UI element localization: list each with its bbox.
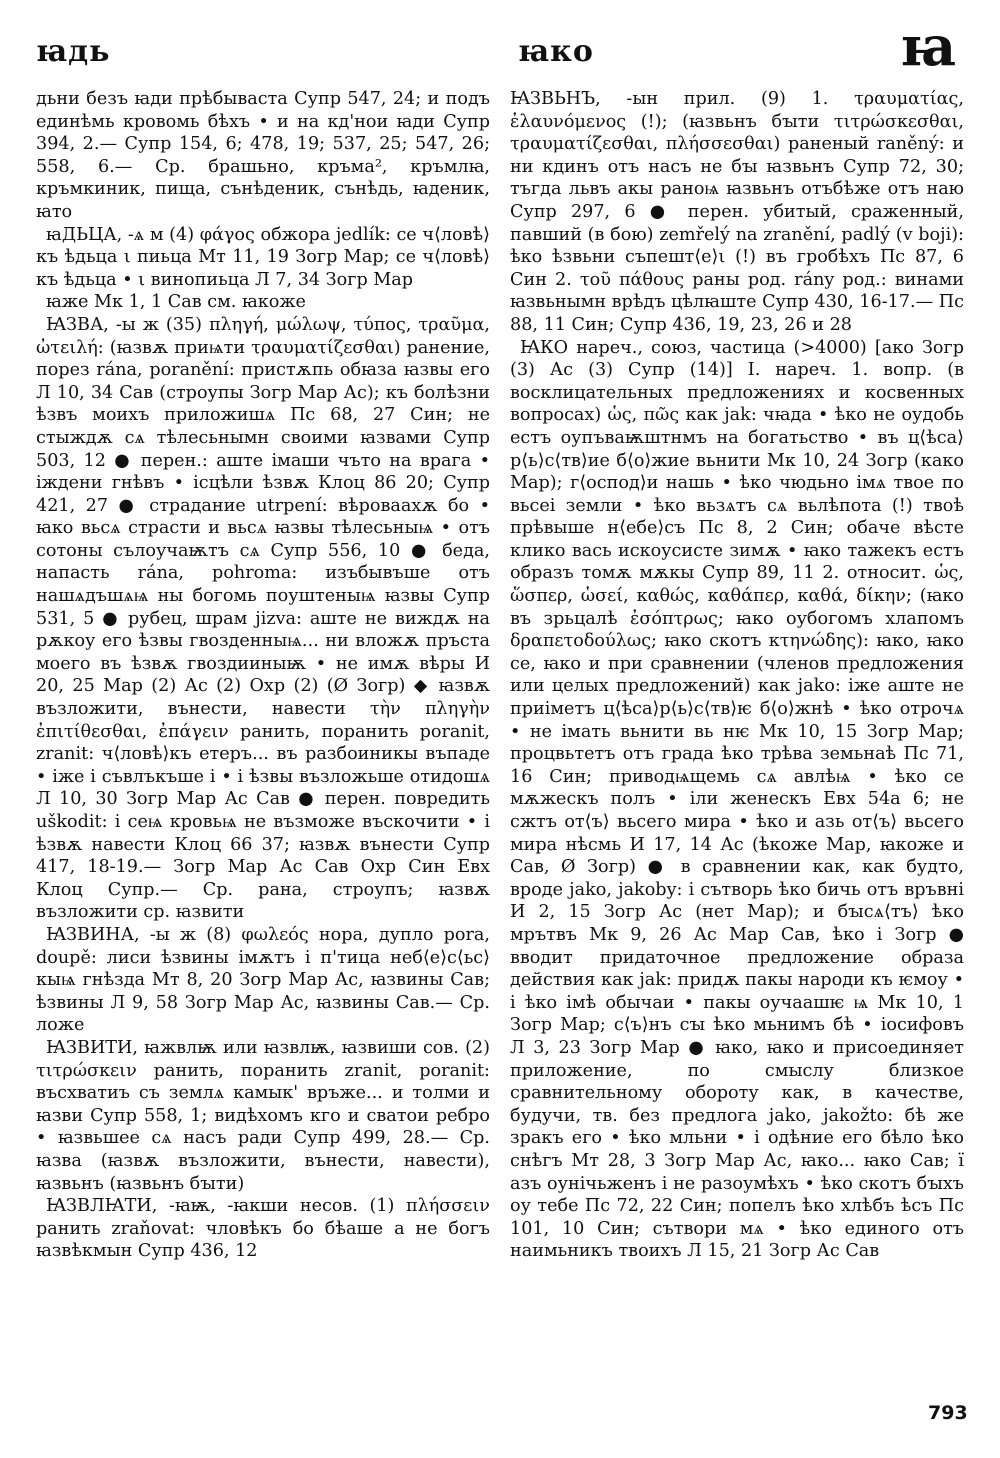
entry-iadca: ꙗДЬЦА, -ѧ м (4) φάγος обжора jedlík: се ч⟨ловѣ⟩къ ѣдьца ι пиьца Мт 11, 19 Зогр Мар; се ч⟨ловѣ⟩къ ѣдьца • ι винопиьца Л 7, 34 Зогр Мар <box>36 224 490 290</box>
section-letter: ꙗ <box>900 14 957 78</box>
left-column <box>36 88 490 1263</box>
entry-iako: ꙖКО нареч., союз, частица (>4000) [ако Зогр (3) Ас (3) Супр (14)] I. нареч. 1. вопр. (в восклицательных предложениях и косвенных вопросах) ὡς, πῶς как jak: чꙗда • ѣко не оудобь естъ оупъваѭштнмъ на богатьство • въ ц⟨ѣса⟩р⟨ь⟩с⟨тв⟩ие б⟨о⟩жие вьнити Мк 10, 24 Зогр (како Мар); г⟨оспод⟩и нашь • ѣко чюдьно імѧ твое по вьсеі земли • ѣко вьзѧтъ сѧ вьлѣпота (!) твоѣ прѣвыше н⟨ебе⟩съ Пс 8, 2 Син; обаче вѣсте клико вась искоусисте зимѫ • ꙗко тажекъ естъ образъ томѫ мѫкы Супр 89, 11 2. относит. ὡς, ὥσπερ, ὡσεί, καθώς, καθάπερ, καθά, δίκην; (ꙗко въ зрьцалѣ ἐσόπτρως; ꙗко оубогомъ хлапомъ δραπετοδούλως; ꙗко скотъ κτηνώδης): ꙗко, ꙗко се, ꙗко и при сравнении (членов предложения или целых предложений) как jako: іже аште не приіметъ ц⟨ѣса⟩р⟨ь⟩с⟨тв⟩ѥ б⟨о⟩жнѣ • ѣко отрочѧ • не імать вьнити вь нѥ Мк 10, 15 Зогр Мар; процвьтетъ отъ града ѣко трѣва земьнаѣ Пс 71, 16 Син; приводѩщемь сѧ авлѣѩ • ѣко се мѫжескъ полъ • іли женескъ Евх 54а 6; не сжтъ от⟨ъ⟩ вьсего мира • ѣко и азь от⟨ъ⟩ вьсего мира нѣсмь И 17, 14 Ас (ѣкоже Мар, ꙗкоже и Сав, Ø Зогр) ● в сравнении как, как будто, вроде jako, jakoby: і сътворь ѣко бичь отъ връвні И 2, 15 Зогр Ас (нет Мар); и бꙑсѧ⟨тъ⟩ ѣко мрътвъ Мк 9, 26 Ас Мар Сав, ѣко і Зогр ● вводит придаточное предложение образа действия как jak: придѫ пакы народи къ ѥмоу • і ѣко імѣ обычаи • пакы оучаашѥ ѩ Мк 10, 1 Зогр Мар; с⟨ъ⟩нъ сꙑ ѣко мьнимъ бѣ • іосифовъ Л 3, 23 Зогр Мар ● ꙗко, ꙗко и присоединяет приложение, по смыслу близкое сравнительному обороту как, в качестве, будучи, тв. без предлога jako, jakožto: бѣ же зракъ его • ѣко мльни • і одѣние его бѣло ѣко снѣгъ Мт 28, 3 Зогр Мар Ас, ꙗко... ꙗко Сав; ї азъ оунічьженъ і не разоумѣхъ • ѣко скотъ бꙑхъ оу тебе Пс 72, 22 Син; попелъ ѣко хлѣбъ ѣсъ Пс 101, 10 Син; сътвори мѧ • ѣко единого отъ наимьникъ твоихъ Л 15, 21 Зогр Ас Сав <box>510 337 964 1262</box>
entry-iazvin: ꙖЗВЬНЪ, -ын прил. (9) 1. τραυματίας, ἐλαυνόμενος (!); (ꙗзвьнъ бꙑти τιτρώσκεσθαι, τραυματίζεσθαι, πλήσσεσθαι) раненый raněný: и ни кдинъ отъ насъ не бꙑ ꙗзвьнъ Супр 72, 30; тъгда львъ акы раноѩ ꙗзвьнъ отъбѣже отъ наю Супр 297, 6 ● перен. убитый, сраженный, павший (в бою) zemřelý na zranění, padlý (v boji): ѣко ѣзвьни съпешт⟨е⟩ι (!) въ гробѣхъ Пс 87, 6 Син 2. τοῦ πάθους раны род. rány род.: винами ꙗзвьнымн врѣдъ цѣлꙗште Супр 430, 16-17.— Пс 88, 11 Син; Супр 436, 19, 23, 26 и 28 <box>510 89 964 335</box>
entry-iazvina: ꙖЗВИНА, -ы ж (8) φωλεός нора, дупло pora, doupě: лиси ѣзвины імѫтъ і п'тица неб⟨е⟩с⟨ьс⟩кыѩ гнѣзда Мт 8, 20 Зогр Мар Ас, ꙗзвины Сав; ѣзвины Л 9, 58 Зогр Мар Ас, ꙗзвины Сав.— Ср. ложе <box>36 924 490 1036</box>
running-head-center: ꙗко <box>518 34 594 69</box>
page-number: 793 <box>928 1402 968 1424</box>
right-column <box>510 88 964 1263</box>
entry-iazvliati: ꙖЗВЛꙖТИ, -ꙗѭ, -ꙗкши несов. (1) πλήσσειν ранить zraňovat: чловѣкъ бо бѣаше а не богъ ꙗзвѣкмын Супр 436, 12 <box>36 1196 490 1262</box>
cross-reference-iazhe: ꙗже Мк 1, 1 Сав см. ꙗкоже <box>46 292 306 313</box>
entry-iazva: ꙖЗВА, -ы ж (35) πληγή, μώλωψ, τύπος, τραῦμα, ὠτειλή: (ꙗзвѫ приѩти τραυματίζεσθαι) ранение, порез rána, poranění: пристѫпь обꙗза ꙗзвы его Л 10, 34 Сав (строупы Зогр Мар Ас); къ болѣзни ѣзвъ моихъ приложишѧ Пс 68, 27 Син; не стыждѫ сѧ тѣлесьнымн своими ꙗзвами Супр 503, 12 ● перен.: аште імаши чъто на врага • іждени гнѣвъ • ісцѣли ѣзвѫ Клоц 86 20; Супр 421, 27 ● страдание utrpení: вѣроваахѫ бо • ꙗко вьсѧ страсти и вьсѧ ꙗзвы тѣлесьныѩ • отъ сотоны сълоучаѭтъ сѧ Супр 556, 10 ● беда, напасть rána, pohroma: изъбывъше отъ нашѧдъшѧѩ ны богомь поуштеныѩ ꙗзвы Супр 531, 5 ● рубец, шрам jizva: аште не виждѫ на рѫкоу его ѣзвы гвозденныѩ... ни вложѫ пръста моего въ ѣзвѫ гвоздииныѭ • не имѫ вѣры И 20, 25 Мар (2) Ас (2) Охр (2) (Ø Зогр) ◆ ꙗзвѫ възложити, вънести, навести τὴν πληγὴν ἐπιτίθεσθαι, ἐπάγειν ранить, поранить poranit, zranit: ч⟨ловѣ⟩къ етеръ... въ разбоиникы въпаде • іже і съвлъкъше і • і ѣзвы възложьше отидошѧ Л 10, 30 Зогр Мар Ас Сав ● перен. повредить uškodit: і сеѩ кровьѩ не възможе въскочити • і ѣзвѫ навести Клоц 66 37; ꙗзвѫ вънести Супр 417, 18-19.— Зогр Мар Ас Сав Охр Син Евх Клоц Супр.— Ср. рана, строупъ; ꙗзвѫ възложити ср. ꙗзвити <box>36 314 490 923</box>
entry-iazviti: ꙖЗВИТИ, ꙗжвлѭ или ꙗзвлѭ, ꙗзвиши сов. (2) τιτρώσκειν ранить, поранить zranit, poranit: въсхватиъ съ землѧ камык' връже... и толми и ꙗзви Супр 558, 1; видѣхомъ кго и сватои ребро • ꙗзвьшее сѧ насъ ради Супр 499, 28.— Ср. ꙗзва (ꙗзвѫ възложити, вънести, навести), ꙗзвьнъ (ꙗзвьнъ бꙑти) <box>36 1037 490 1194</box>
running-head-left: ꙗдь <box>36 34 111 69</box>
entry-continuation: дьни безъ ꙗди прѣбываста Супр 547, 24; и подъ единѣмь кровомь бѣхъ • и на кд'нои ꙗди Супр 394, 2.— Супр 154, 6; 478, 19; 537, 25; 547, 26; 558, 6.— Ср. брашьно, кръма², кръмлꙗ, кръмкиник, пища, сънѣденик, сънѣдь, ꙗденик, ꙗто <box>36 89 490 222</box>
